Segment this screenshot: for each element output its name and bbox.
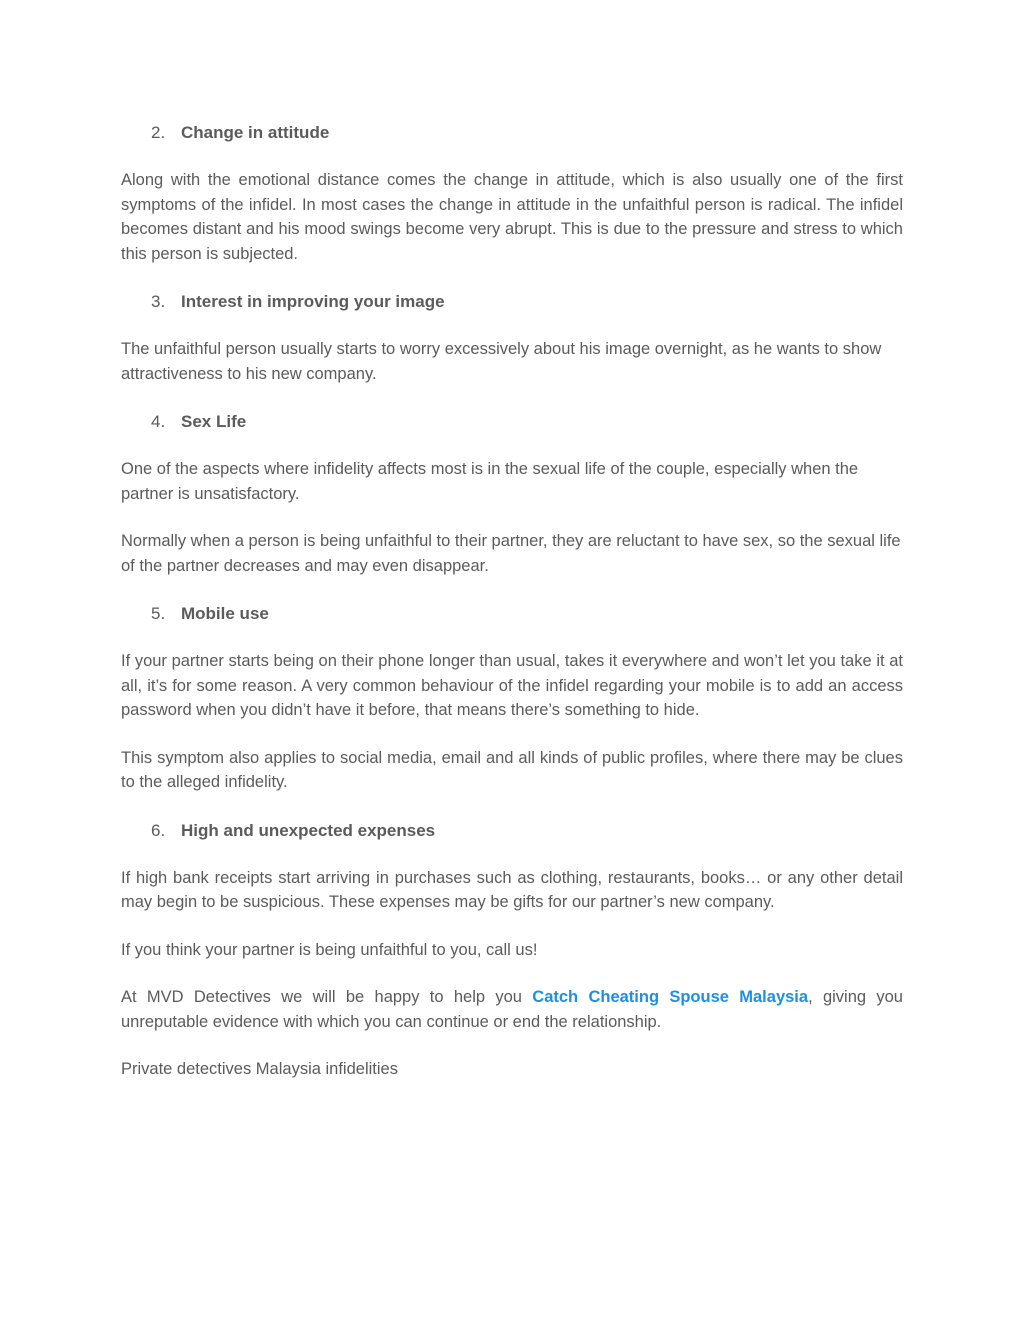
- section-number: 4.: [151, 412, 166, 431]
- catch-cheating-spouse-link[interactable]: Catch Cheating Spouse Malaysia: [532, 988, 809, 1006]
- promo-text-before: At MVD Detectives we will be happy to help you: [121, 988, 533, 1006]
- section-title: Sex Life: [181, 412, 247, 431]
- section-number: 2.: [151, 123, 166, 142]
- promo-text-after: , giving you unreputable evidence with which you can continue or end the relationship.: [121, 988, 903, 1031]
- paragraph: If your partner starts being on their phone longer than usual, takes it everywhere and won’t let you take it at all, it’s for some reason. A very common behaviour of the infidel regarding your mobile is to add an access password when you didn’t have it before, that means there’s something to hide.: [121, 652, 903, 719]
- paragraph: The unfaithful person usually starts to worry excessively about his image overnight, as he wants to show attractiveness to his new company.: [121, 340, 882, 383]
- section-number: 5.: [151, 604, 166, 623]
- paragraph: This symptom also applies to social media, email and all kinds of public profiles, where there may be clues to the alleged infidelity.: [121, 748, 903, 791]
- section-title: High and unexpected expenses: [181, 820, 436, 840]
- section-title: Change in attitude: [181, 123, 330, 142]
- paragraph: Normally when a person is being unfaithful to their partner, they are reluctant to have sex, so the sexual life of the partner decreases and may even disappear.: [121, 532, 901, 575]
- section-heading-sex-life: [121, 409, 903, 434]
- section-heading-improving-image: [121, 289, 903, 314]
- section-heading-unexpected-expenses: [121, 818, 903, 843]
- section-title: Mobile use: [181, 604, 269, 623]
- document-page: [121, 120, 903, 1105]
- footer-line: Private detectives Malaysia infidelities: [121, 1060, 398, 1078]
- paragraph: If high bank receipts start arriving in purchases such as clothing, restaurants, books… or any other detail may begin to be suspicious. These expenses may be gifts for our partner’s new company.: [121, 868, 903, 911]
- call-to-action: If you think your partner is being unfaithful to you, call us!: [121, 940, 538, 959]
- section-title: Interest in improving your image: [181, 292, 445, 311]
- section-number: 6.: [151, 820, 166, 840]
- section-heading-change-in-attitude: [121, 120, 903, 145]
- paragraph: Along with the emotional distance comes the change in attitude, which is also usually one of the first symptoms of the infidel. In most cases the change in attitude in the unfaithful person is radical. The infidel becomes distant and his mood swings become very abrupt. This is due to the pressure and stress to which this person is subjected.: [121, 171, 903, 263]
- section-number: 3.: [151, 292, 166, 311]
- promo-paragraph: [121, 985, 903, 1034]
- section-heading-mobile-use: [121, 601, 903, 626]
- paragraph: One of the aspects where infidelity affects most is in the sexual life of the couple, especially when the partner is unsatisfactory.: [121, 460, 859, 503]
